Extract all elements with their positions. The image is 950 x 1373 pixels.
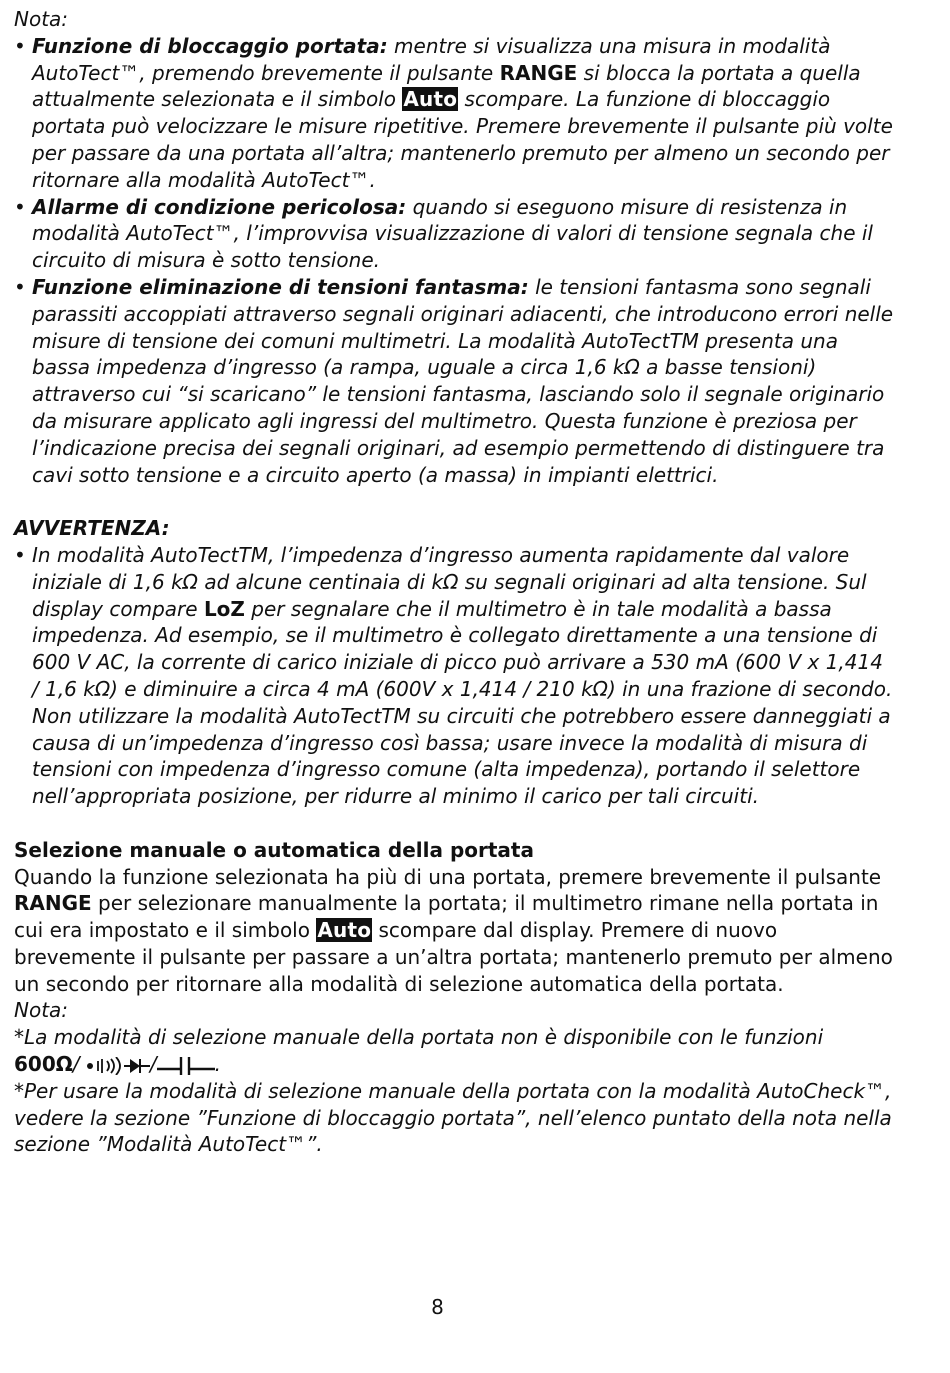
list-item	[14, 194, 894, 274]
auto-badge: Auto	[317, 918, 372, 943]
separator: /	[149, 1052, 157, 1077]
list-item-lead: Funzione di bloccaggio portata:	[32, 33, 388, 58]
warning-text: per segnalare che il multimetro è in tale modalità a bassa impedenza. Ad esempio, se il multimetro è collegato direttamente a una tensione di 600 V AC, la corrente di carico iniziale di picco può arrivare a 530 mA (600 V x 1,414 / 1,6 kΩ) e diminuire a circa 4 mA (600V x 1,414 / 210 kΩ) in una frazione di secondo. Non utilizzare la modalità AutoTectTM su circuiti che potrebbero essere danneggiati a causa di un’impedenza d’ingresso così bassa; usare invece la modalità di misura di tensioni con impedenza d’ingresso comune (alta impedenza), portando il selettore nell’appropriata posizione, per ridurre al minimo il carico per tali circuiti.	[32, 596, 893, 809]
warning-text: In modalità AutoTectTM, l’impedenza d’ingresso aumenta rapidamente dal valore iniziale di 1,6 kΩ ad alcune centinaia di kΩ su segnali originari ad alta tensione. Sul display compare	[32, 542, 867, 621]
list-item-text: scompare. La funzione di bloccaggio portata può velocizzare le misure ripetitive. Premere brevemente il pulsante più volte per passare da una portata all’altra; mantenerlo premuto per almeno un secondo per ritornare alla modalità AutoTect™.	[32, 87, 893, 192]
manual-page	[14, 6, 894, 1158]
list-item-text: le tensioni fantasma sono segnali parassiti accoppiati attraverso segnali originari adiacenti, che introducono errori nelle misure di tensione dei comuni multimetri. La modalità AutoTectTM presenta una bassa impedenza d’ingresso (a rampa, uguale a circa 1,6 kΩ a basse tensioni) attraverso cui “si scaricano” le tensioni fantasma, lasciando solo il segnale originario da misurare applicato agli ingressi del multimetro. Questa funzione è preziosa per l’indicazione precisa dei segnali originari, ad esempio permettendo di distinguere tra cavi sotto tensione e a circuito aperto (a massa) in impianti elettrici.	[32, 274, 894, 487]
section-text: Quando la funzione selezionata ha più di una portata, premere brevemente il pulsante	[14, 864, 882, 889]
note-list	[14, 33, 894, 489]
note-line	[14, 1024, 894, 1078]
list-item-text: mentre si visualizza una misura in modalità AutoTect™, premendo brevemente il pulsante	[32, 33, 831, 85]
list-item-text: si blocca la portata a quella attualmente selezionata e il simbolo	[32, 60, 861, 112]
section-text: scompare dal display. Premere di nuovo brevemente il pulsante per passare a un’altra portata; mantenerlo premuto per almeno un secondo per ritornare alla modalità di selezione automatica della portata.	[14, 918, 893, 996]
separator: .	[214, 1052, 221, 1077]
continuity-icon	[86, 1057, 124, 1075]
separator: /	[72, 1052, 86, 1077]
note-heading: Nota:	[14, 7, 69, 31]
loz-key: LoZ	[203, 596, 245, 621]
range-key: RANGE	[499, 60, 578, 85]
note-line: *Per usare la modalità di selezione manuale della portata con la modalità AutoCheck™, vedere la sezione ”Funzione di bloccaggio portata”, nell’elenco puntato della nota nella sezione ”Modalità AutoTect™”.	[14, 1078, 892, 1157]
note-heading: Nota:	[14, 998, 69, 1023]
list-item	[14, 274, 894, 488]
warning-list	[14, 542, 894, 810]
section-title: Selezione manuale o automatica della portata	[14, 837, 534, 862]
ohm-value: 600Ω	[14, 1052, 73, 1077]
section-text: per selezionare manualmente la portata; il multimetro rimane nella portata in cui era impostato e il simbolo	[14, 891, 879, 943]
list-item-text: quando si eseguono misure di resistenza in modalità AutoTect™, l’improvvisa visualizzazione di valori di tensione segnala che il circuito di misura è sotto tensione.	[32, 194, 873, 273]
warning-heading: AVVERTENZA:	[14, 516, 170, 541]
list-item	[14, 33, 894, 194]
range-key: RANGE	[14, 891, 92, 916]
section-body	[14, 864, 894, 998]
capacitor-icon	[157, 1055, 215, 1077]
auto-badge: Auto	[403, 87, 458, 112]
diode-icon	[124, 1057, 150, 1075]
page-number: 8	[431, 1295, 444, 1319]
note-text: *La modalità di selezione manuale della portata non è disponibile con le funzioni	[14, 1025, 824, 1050]
list-item-lead: Allarme di condizione pericolosa:	[32, 194, 407, 219]
list-item-lead: Funzione eliminazione di tensioni fantasma:	[32, 274, 529, 299]
list-item	[14, 542, 894, 810]
